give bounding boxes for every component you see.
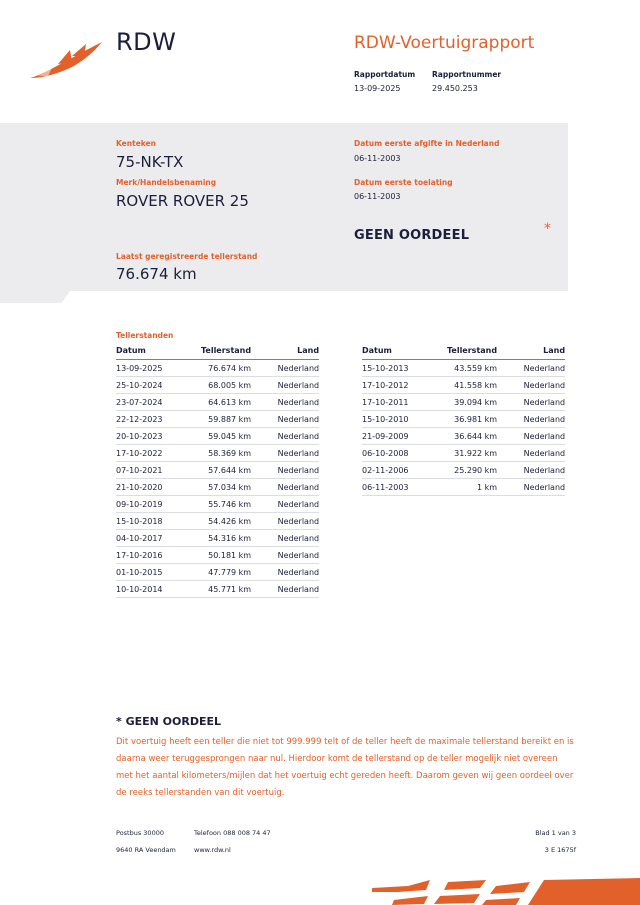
- row-date: 17-10-2016: [116, 547, 201, 564]
- row-date: 20-10-2023: [116, 428, 201, 445]
- footer-website-link[interactable]: www.rdw.nl: [194, 846, 231, 854]
- table-row: [116, 513, 319, 530]
- row-date: 17-10-2012: [362, 377, 447, 394]
- row-country: Nederland: [251, 411, 319, 428]
- table-row: [362, 462, 565, 479]
- license-plate-label: Kenteken: [116, 139, 156, 148]
- table-row: [116, 462, 319, 479]
- table-row: [116, 547, 319, 564]
- first-admission-date: 06-11-2003: [354, 192, 401, 201]
- row-country: Nederland: [251, 581, 319, 598]
- row-date: 17-10-2011: [362, 394, 447, 411]
- col-date-header: Datum: [362, 345, 447, 360]
- report-date-label: Rapportdatum: [354, 70, 416, 79]
- row-date: 23-07-2024: [116, 394, 201, 411]
- table-row: [116, 564, 319, 581]
- table-row: [362, 479, 565, 496]
- odometer-table-left: [116, 345, 319, 598]
- table-row: [116, 428, 319, 445]
- table-row: [362, 360, 565, 377]
- row-date: 01-10-2015: [116, 564, 201, 581]
- row-country: Nederland: [251, 479, 319, 496]
- table-row: [116, 530, 319, 547]
- col-odometer-header: Tellerstand: [447, 345, 497, 360]
- row-country: Nederland: [251, 428, 319, 445]
- first-issue-label: Datum eerste afgifte in Nederland: [354, 139, 500, 148]
- footer-code: 3 E 1675f: [544, 846, 576, 854]
- row-date: 15-10-2013: [362, 360, 447, 377]
- row-odometer: 31.922 km: [447, 445, 497, 462]
- row-odometer: 25.290 km: [447, 462, 497, 479]
- col-country-header: Land: [497, 345, 565, 360]
- row-odometer: 36.981 km: [447, 411, 497, 428]
- table-header-row: [116, 345, 319, 360]
- row-odometer: 57.034 km: [201, 479, 251, 496]
- row-date: 10-10-2014: [116, 581, 201, 598]
- table-row: [362, 377, 565, 394]
- row-date: 15-10-2010: [362, 411, 447, 428]
- last-odometer: 76.674 km: [116, 265, 197, 283]
- row-odometer: 58.369 km: [201, 445, 251, 462]
- table-row: [116, 496, 319, 513]
- odometer-rows-left: [116, 360, 319, 598]
- table-row: [362, 394, 565, 411]
- table-row: [116, 445, 319, 462]
- row-country: Nederland: [251, 547, 319, 564]
- row-odometer: 55.746 km: [201, 496, 251, 513]
- table-row: [116, 360, 319, 377]
- row-date: 13-09-2025: [116, 360, 201, 377]
- make-label: Merk/Handelsbenaming: [116, 178, 217, 187]
- row-country: Nederland: [251, 377, 319, 394]
- table-row: [362, 411, 565, 428]
- row-date: 17-10-2022: [116, 445, 201, 462]
- report-title: RDW-Voertuigrapport: [354, 33, 535, 53]
- table-header-row: [362, 345, 565, 360]
- row-date: 06-10-2008: [362, 445, 447, 462]
- row-country: Nederland: [251, 462, 319, 479]
- row-country: Nederland: [497, 394, 565, 411]
- row-odometer: 43.559 km: [447, 360, 497, 377]
- license-plate: 75-NK-TX: [116, 153, 184, 171]
- make-model: ROVER ROVER 25: [116, 192, 249, 210]
- col-country-header: Land: [251, 345, 319, 360]
- first-admission-label: Datum eerste toelating: [354, 178, 453, 187]
- footer-postbus: Postbus 30000: [116, 829, 164, 837]
- row-country: Nederland: [251, 394, 319, 411]
- rdw-logo-icon: [28, 38, 108, 82]
- table-row: [116, 479, 319, 496]
- row-date: 21-09-2009: [362, 428, 447, 445]
- table-row: [116, 581, 319, 598]
- row-odometer: 68.005 km: [201, 377, 251, 394]
- verdict-star-icon: *: [544, 221, 551, 237]
- row-date: 04-10-2017: [116, 530, 201, 547]
- row-country: Nederland: [497, 462, 565, 479]
- row-odometer: 41.558 km: [447, 377, 497, 394]
- row-country: Nederland: [251, 496, 319, 513]
- row-date: 22-12-2023: [116, 411, 201, 428]
- report-number: 29.450.253: [432, 84, 478, 93]
- row-country: Nederland: [251, 564, 319, 581]
- row-date: 25-10-2024: [116, 377, 201, 394]
- row-odometer: 47.779 km: [201, 564, 251, 581]
- col-date-header: Datum: [116, 345, 201, 360]
- report-number-label: Rapportnummer: [432, 70, 502, 79]
- row-odometer: 50.181 km: [201, 547, 251, 564]
- row-date: 09-10-2019: [116, 496, 201, 513]
- row-country: Nederland: [251, 530, 319, 547]
- row-odometer: 54.316 km: [201, 530, 251, 547]
- row-odometer: 1 km: [447, 479, 497, 496]
- footnote-title: * GEEN OORDEEL: [116, 715, 222, 728]
- row-country: Nederland: [497, 445, 565, 462]
- decorative-stripes-icon: [368, 878, 640, 905]
- odometer-section-title: Tellerstanden: [116, 331, 174, 340]
- odometer-table-right: [362, 345, 565, 496]
- row-odometer: 54.426 km: [201, 513, 251, 530]
- footer-phone: Telefoon 088 008 74 47: [194, 829, 271, 837]
- row-country: Nederland: [497, 360, 565, 377]
- row-country: Nederland: [497, 428, 565, 445]
- row-odometer: 59.045 km: [201, 428, 251, 445]
- last-odometer-label: Laatst geregistreerde tellerstand: [116, 252, 258, 261]
- footnote-text: Dit voertuig heeft een teller die niet tot 999.999 telt of de teller heeft de maximale tellerstand bereikt en is daarna weer teruggesprongen naar nul. Hierdoor komt de tellerstand op de teller mogelijk niet overeen met het aantal kilometers/mijlen dat het voertuig echt gereden heeft. Daarom geven wij geen oordeel over de reeks tellerstanden van dit voertuig.: [116, 737, 574, 798]
- table-row: [362, 428, 565, 445]
- footer-page: Blad 1 van 3: [535, 829, 576, 837]
- brand-name: RDW: [116, 28, 177, 56]
- row-date: 07-10-2021: [116, 462, 201, 479]
- row-odometer: 39.094 km: [447, 394, 497, 411]
- table-row: [362, 445, 565, 462]
- row-country: Nederland: [251, 445, 319, 462]
- row-date: 02-11-2006: [362, 462, 447, 479]
- footer-postcode: 9640 RA Veendam: [116, 846, 176, 854]
- row-odometer: 64.613 km: [201, 394, 251, 411]
- table-row: [116, 411, 319, 428]
- table-row: [116, 394, 319, 411]
- table-row: [116, 377, 319, 394]
- row-country: Nederland: [497, 411, 565, 428]
- row-country: Nederland: [497, 479, 565, 496]
- row-odometer: 57.644 km: [201, 462, 251, 479]
- row-country: Nederland: [497, 377, 565, 394]
- row-date: 15-10-2018: [116, 513, 201, 530]
- row-date: 21-10-2020: [116, 479, 201, 496]
- row-country: Nederland: [251, 513, 319, 530]
- row-odometer: 59.887 km: [201, 411, 251, 428]
- vehicle-info-panel: [0, 123, 568, 291]
- row-odometer: 76.674 km: [201, 360, 251, 377]
- row-odometer: 45.771 km: [201, 581, 251, 598]
- first-issue-date: 06-11-2003: [354, 154, 401, 163]
- odometer-rows-right: [362, 360, 565, 496]
- verdict: GEEN OORDEEL: [354, 228, 470, 243]
- col-odometer-header: Tellerstand: [201, 345, 251, 360]
- row-odometer: 36.644 km: [447, 428, 497, 445]
- report-date: 13-09-2025: [354, 84, 401, 93]
- panel-notch: [0, 291, 70, 303]
- row-date: 06-11-2003: [362, 479, 447, 496]
- row-country: Nederland: [251, 360, 319, 377]
